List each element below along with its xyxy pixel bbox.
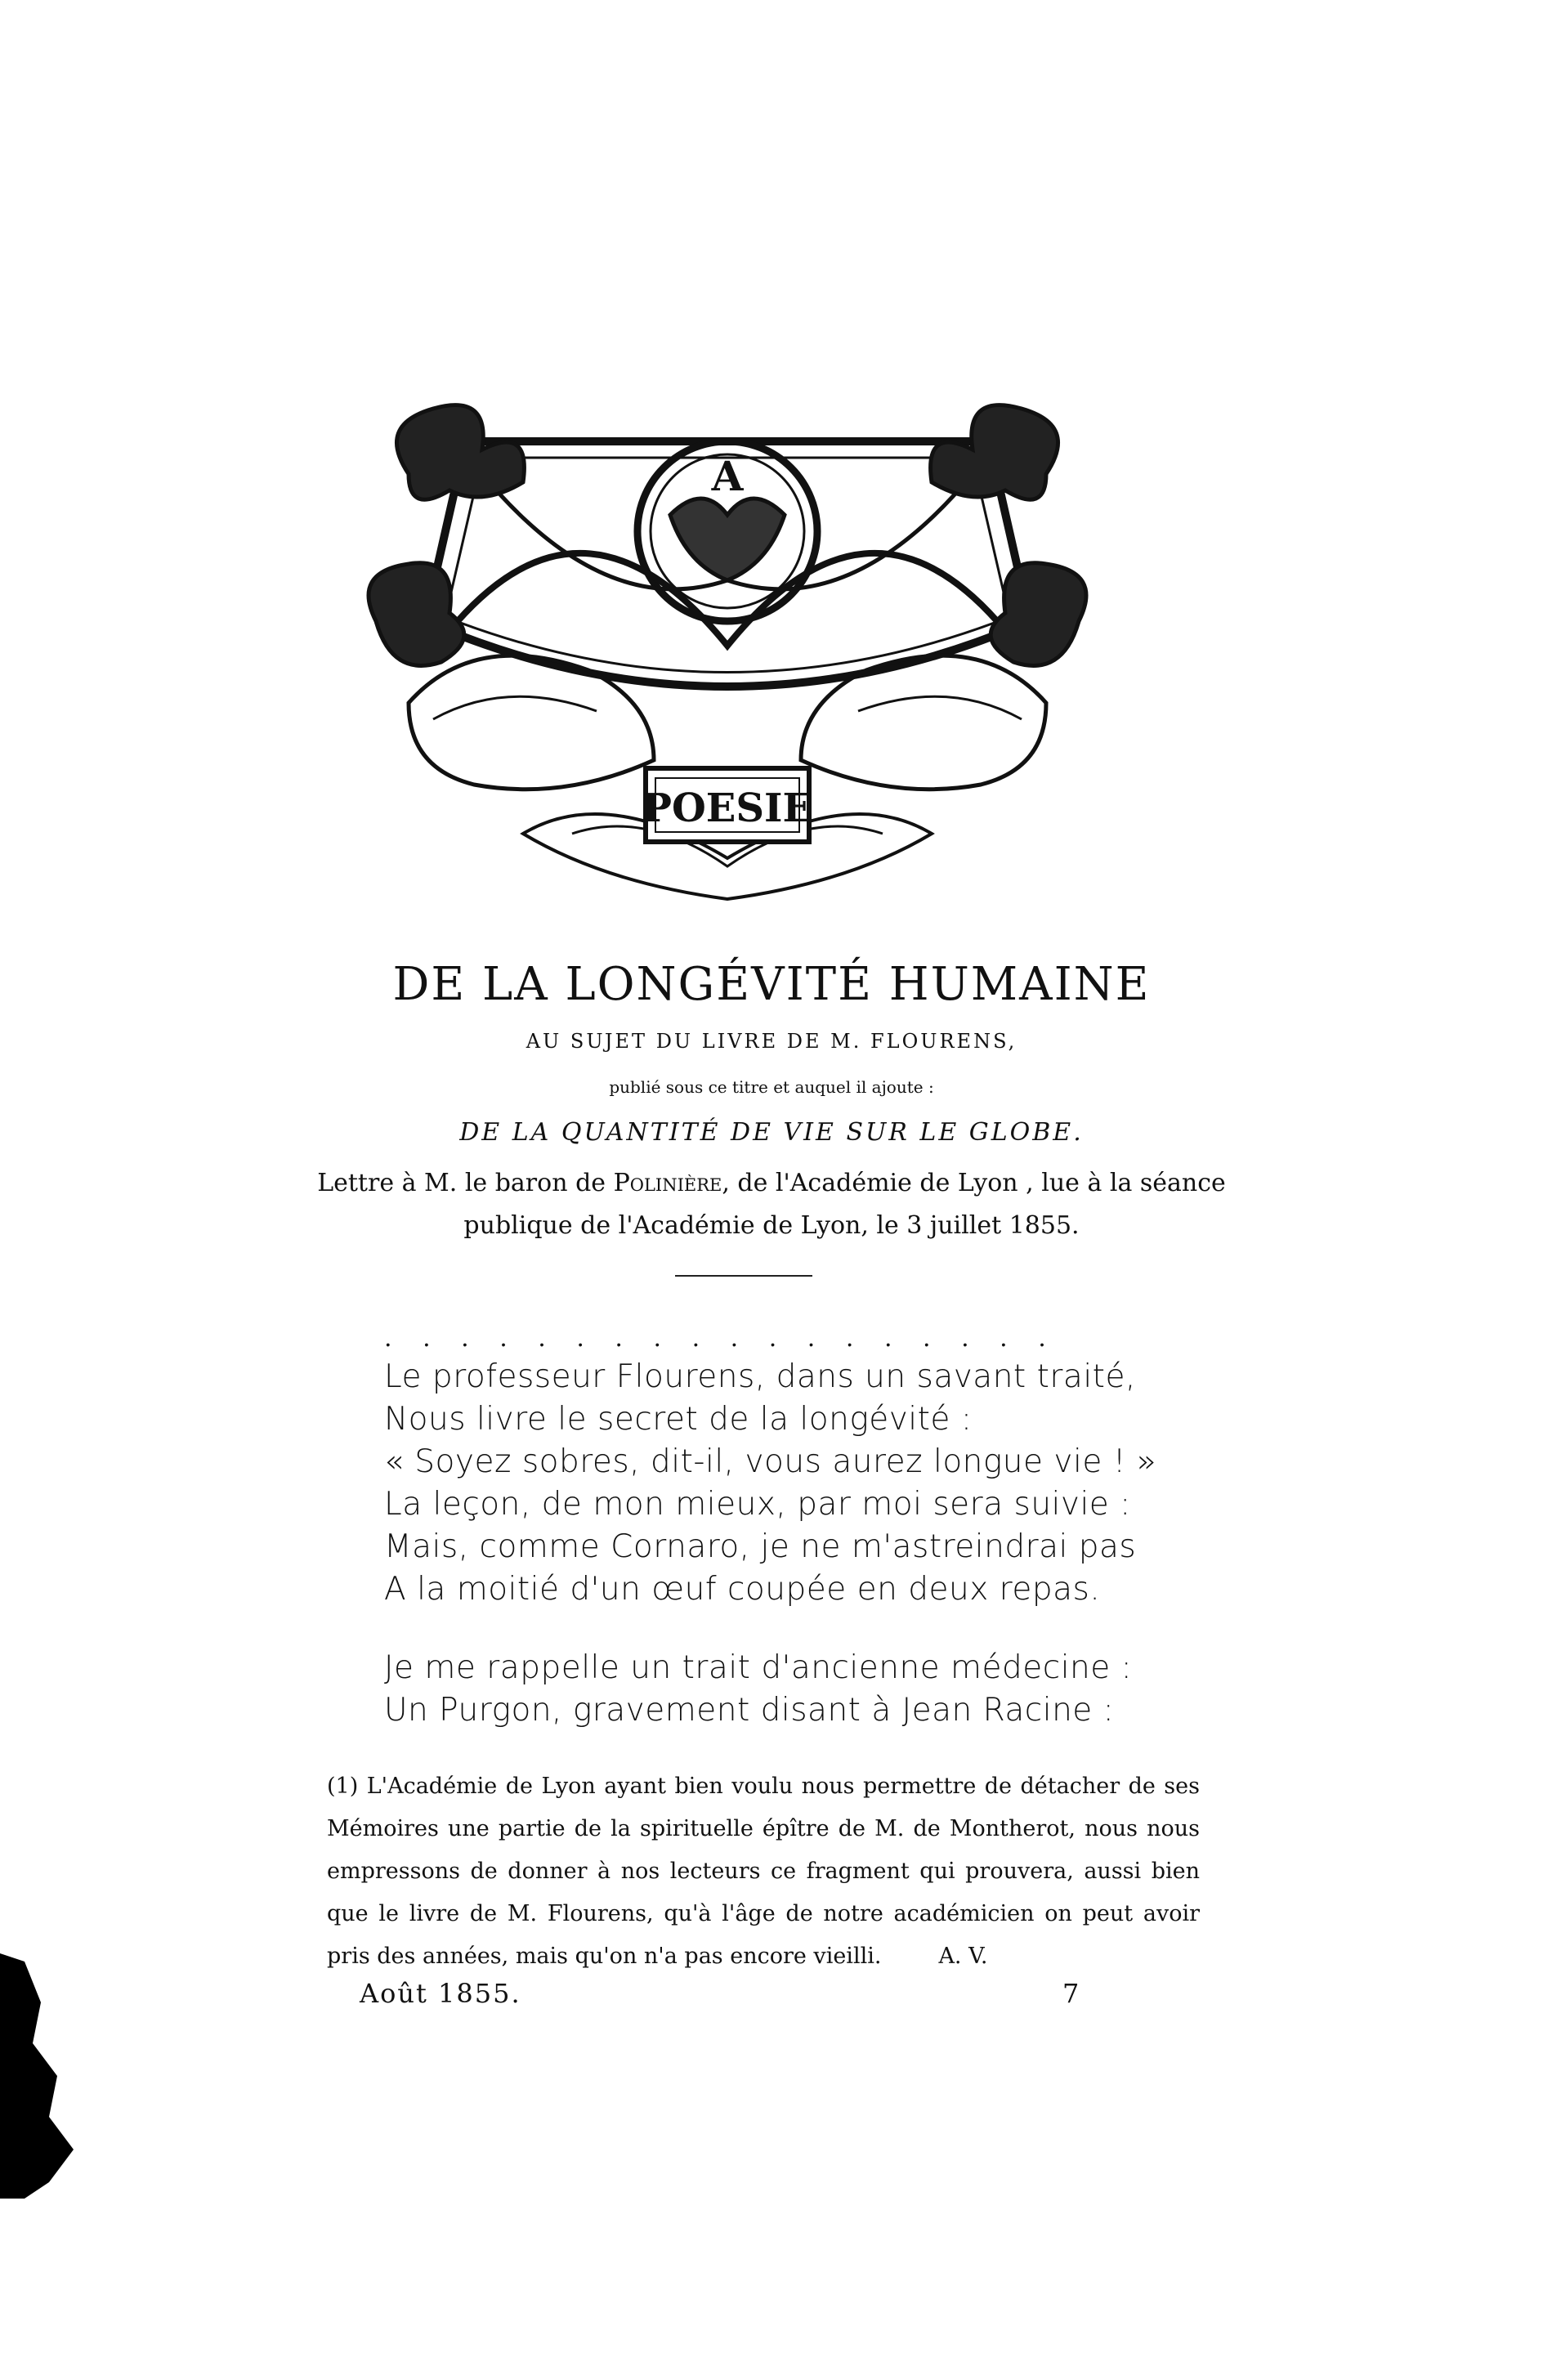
verse-line: Je me rappelle un trait d'ancienne médecine : [384, 1649, 1133, 1686]
letter-name: Polinière [613, 1169, 722, 1197]
letter-suffix: , de l'Académie de Lyon , lue à la séance [722, 1169, 1226, 1197]
footnote [327, 1765, 1200, 1978]
medallion-monogram: A [711, 452, 744, 500]
page-number: 7 [1062, 1978, 1080, 2009]
margin-ink-blot [0, 1953, 114, 2199]
issue-date: Août 1855. [360, 1978, 521, 2009]
publication-note: publié sous ce titre et auquel il ajoute : [609, 1077, 934, 1097]
letter-prefix: Lettre à M. le baron de [317, 1169, 614, 1197]
verse-line: A la moitié d'un œuf coupée en deux repas. [384, 1571, 1101, 1608]
verse-line: Mais, comme Cornaro, je ne m'astreindrai pas [384, 1528, 1137, 1565]
footnote-signature: A. V. [938, 1944, 988, 1969]
verse-line: Le professeur Flourens, dans un savant traité, [384, 1358, 1136, 1395]
verse-line: Nous livre le secret de la longévité : [384, 1401, 973, 1438]
work-title: DE LA QUANTITÉ DE VIE SUR LE GLOBE. [459, 1118, 1084, 1147]
verse-line: « Soyez sobres, dit-il, vous aurez longue vie ! » [384, 1443, 1157, 1480]
subtitle: AU SUJET DU LIVRE DE M. FLOURENS, [526, 1030, 1017, 1053]
verse-line: Un Purgon, gravement disant à Jean Racine : [384, 1692, 1115, 1729]
banner-text: POESIE [642, 785, 813, 831]
page-title: DE LA LONGÉVITÉ HUMAINE [392, 958, 1151, 1011]
footnote-text: (1) L'Académie de Lyon ayant bien voulu nous permettre de détacher de ses Mémoires une partie de la spirituelle épître de M. de Montherot, nous nous empressons de donner à nos lecteurs ce fragment qui prouvera, aussi bien que le livre de M. Flourens, qu'à l'âge de notre académicien on peut avoir pris des années, mais qu'on n'a pas encore vieilli. [327, 1774, 1200, 1969]
separator-rule [675, 1275, 812, 1277]
letter-line-2: publique de l'Académie de Lyon, le 3 juillet 1855. [463, 1211, 1080, 1240]
ellipsis-dots: . . . . . . . . . . . . . . . . . . [384, 1324, 1058, 1353]
poesie-vignette [360, 376, 1095, 915]
letter-line-1 [0, 1169, 1543, 1197]
verse-line: La leçon, de mon mieux, par moi sera suivie : [384, 1486, 1131, 1523]
